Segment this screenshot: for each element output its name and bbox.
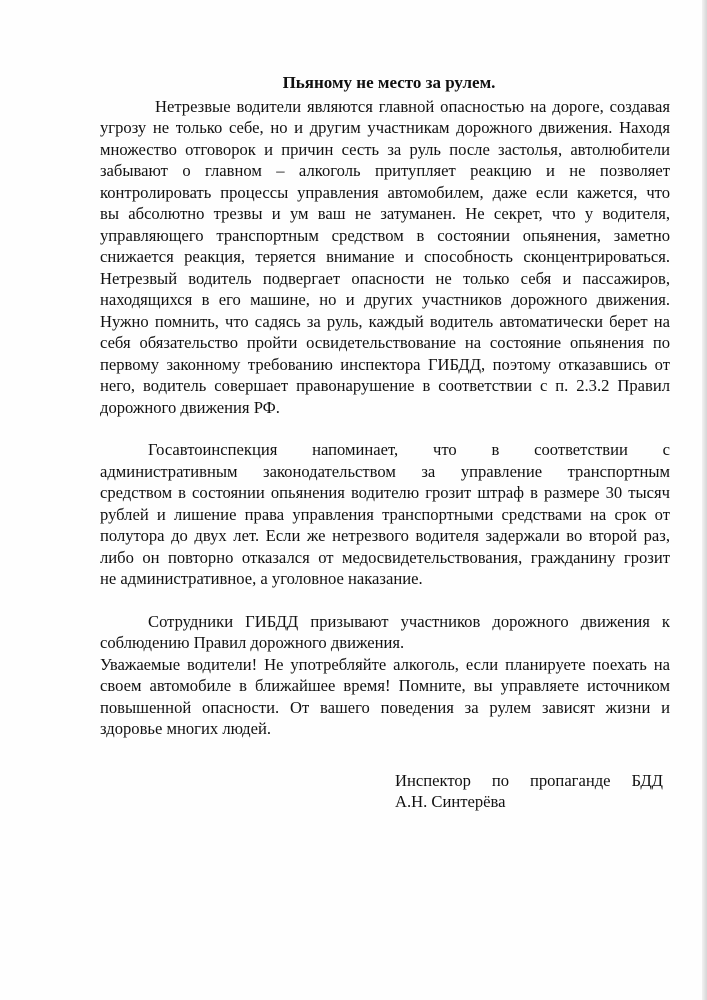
paragraph-appeal <box>100 611 670 654</box>
text-line: управляющего транспортным средством в состоянии опьянения, заметно <box>100 225 670 245</box>
text-line: Нетрезвый водитель подвергает опасности не только себя и пассажиров, <box>100 268 670 288</box>
text-line: Нужно помнить, что садясь за руль, каждый водитель автоматически берет на <box>100 311 670 331</box>
text-line: вы абсолютно трезвы и ум ваш не затуманен. Не секрет, что у водителя, <box>100 204 670 223</box>
text-line: угрозу не только себе, но и другим участникам дорожного движения. Находя <box>100 118 670 137</box>
paragraph-warning <box>100 654 670 740</box>
text-line: Сотрудники ГИБДД призывают участников дорожного движения к <box>148 611 670 631</box>
text-line: Госавтоинспекция напоминает, что в соответствии с <box>148 440 670 459</box>
text-line: административным законодательством за управление транспортным <box>100 461 670 481</box>
paragraph-spacer <box>100 590 670 611</box>
text-line: Уважаемые водители! Не употребляйте алкоголь, если планируете поехать на <box>100 654 670 674</box>
text-line: здоровье многих людей. <box>100 719 271 738</box>
text-line: рублей и лишение права управления транспортными средствами на срок от <box>100 504 670 524</box>
text-line: Нетрезвые водители являются главной опасностью на дороге, создавая <box>155 96 670 116</box>
signature-block <box>395 770 663 813</box>
text-line: себя обязательство пройти освидетельствование на состояние опьянения по <box>100 333 670 352</box>
text-line: него, водитель совершает правонарушение в соответствии с п. 2.3.2 Правил <box>100 376 670 395</box>
text-line: первому законному требованию инспектора ГИБДД, поэтому отказавшись от <box>100 354 670 374</box>
page-edge-shadow <box>702 0 707 1000</box>
text-line: повышенной опасности. От вашего поведения за рулем зависят жизни и <box>100 697 670 717</box>
paragraph-drunk-drivers <box>100 96 670 419</box>
text-line: соблюдению Правил дорожного движения. <box>100 633 405 652</box>
paragraph-penalties <box>100 439 670 590</box>
signature-position: Инспектор по пропаганде БДД <box>395 770 663 790</box>
text-line: находящихся в его машине, но и других участников дорожного движения. <box>100 290 670 309</box>
signature-name: А.Н. Синтерёва <box>395 792 506 811</box>
text-line: своем автомобиле в ближайшее время! Помните, вы управляете источником <box>100 676 670 695</box>
text-line: дорожного движения РФ. <box>100 397 280 417</box>
text-line: не административное, а уголовное наказание. <box>100 569 423 588</box>
document-body <box>100 72 670 813</box>
text-line: контролировать процессы управления автомобилем, даже если кажется, что <box>100 182 670 202</box>
document-title: Пьяному не место за рулем. <box>282 73 496 92</box>
text-line: снижается реакция, теряется внимание и способность сконцентрироваться. <box>100 247 670 266</box>
text-line: средством в состоянии опьянения водителю грозит штраф в размере 30 тысяч <box>100 483 670 502</box>
text-line: множество отговорок и причин сесть за руль после застолья, автолюбители <box>100 139 670 159</box>
text-line: забывают о главном – алкоголь притупляет реакцию и не позволяет <box>100 161 670 180</box>
paragraph-spacer <box>100 418 670 439</box>
text-line: полутора до двух лет. Если же нетрезвого водителя задержали во второй раз, <box>100 526 670 545</box>
text-line: либо он повторно отказался от медосвидетельствования, гражданину грозит <box>100 547 670 567</box>
